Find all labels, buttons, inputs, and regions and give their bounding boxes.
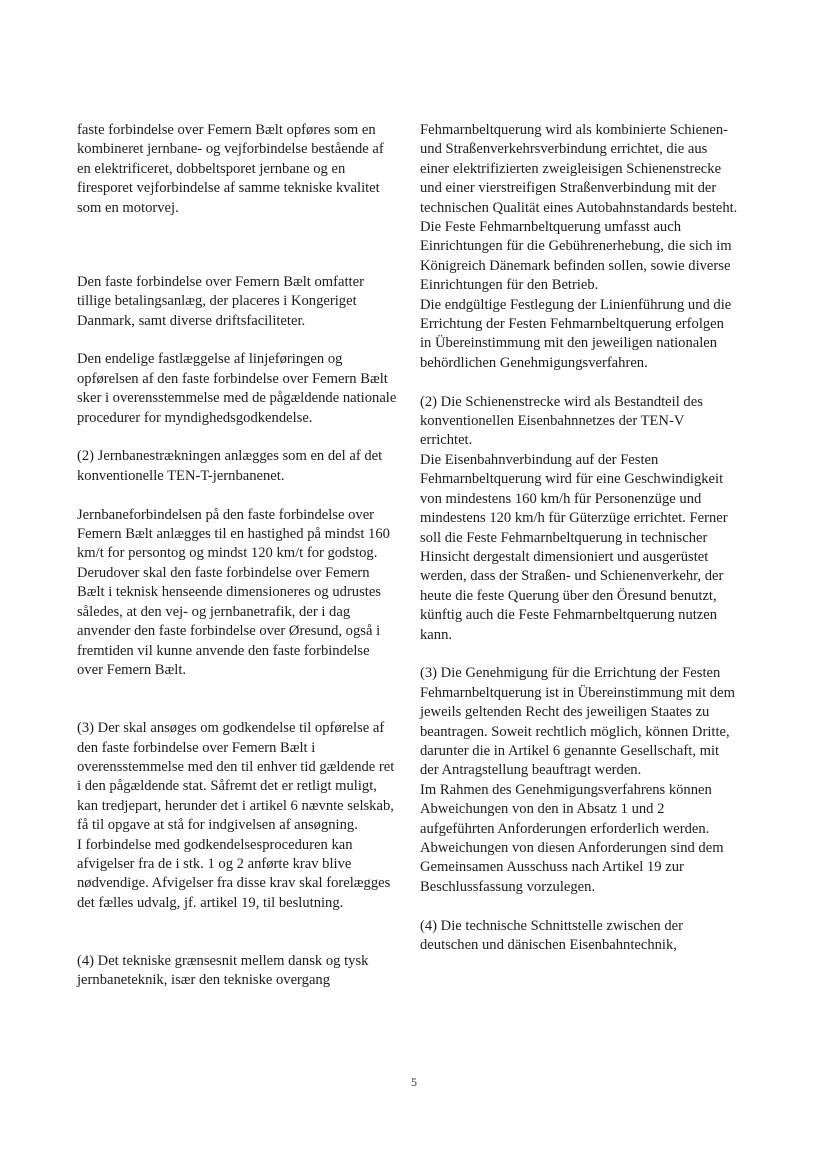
da-paragraph-2: Den faste forbindelse over Femern Bælt omfatter tillige betalingsanlæg, der placeres i Kongeriget Danmark, samt diverse driftsfaciliteter.: [77, 273, 364, 329]
da-paragraph-3: Den endelige fastlæggelse af linjeføringen og opførelsen af den faste forbindelse over Femern Bælt sker i overensstemmelse med de pågældende nationale procedurer for myndighedsgodkendelse.: [77, 351, 397, 426]
da-paragraph-5: Jernbaneforbindelsen på den faste forbindelse over Femern Bælt anlægges til en hastighed på mindst 160 km/t for persontog og mindst 120 km/t for godstog. Derudover skal den faste forbindelse over Femern Bælt i teknisk henseende dimensioneres og udrustes således, at den vej- og jernbanetrafik, der i dag anvender den faste forbindelse over Øresund, også i fremtiden vil kunne anvende den faste forbindelse over Femern Bælt.: [77, 506, 390, 678]
page-number: 5: [411, 1075, 417, 1089]
de-paragraph-2: Die Feste Fehmarnbeltquerung umfasst auch Einrichtungen für die Gebührenerhebung, die sich im Königreich Dänemark befinden sollen, sowie diverse Einrichtungen für den Betrieb.: [420, 219, 732, 294]
de-paragraph-5: Die Eisenbahnverbindung auf der Festen Fehmarnbeltquerung wird für eine Geschwindigkeit von mindestens 160 km/h für Personenzüge und mindestens 120 km/h für Güterzüge errichtet. Ferner soll die Feste Fehmarnbeltquerung in technischer Hinsicht dergestalt dimensioniert und ausgerüstet werden, dass der Straßen- und Schienenverkehr, der heute die feste Querung über den Öresund benutzt, künftig auch die Feste Fehmarnbeltquerung nutzen kann.: [420, 451, 728, 643]
de-paragraph-4: (2) Die Schienenstrecke wird als Bestandteil des konventionellen Eisenbahnnetzes der TEN-V errichtet.: [420, 393, 703, 449]
da-paragraph-6: (3) Der skal ansøges om godkendelse til opførelse af den faste forbindelse over Femern Bælt i overensstemmelse med den til enhver tid gældende ret i den pågældende stat. Såfremt det er retligt muligt, kan tredjepart, herunder det i artikel 6 nævnte selskab, få til opgave at stå for indgivelsen af ansøgning.: [77, 720, 395, 834]
de-paragraph-1: Fehmarnbeltquerung wird als kombinierte Schienen- und Straßenverkehrsverbindung errichtet, die aus einer elektrifizierten zweigleisigen Schienenstrecke und einer vierstreifigen Straßenverbindung mit der technischen Qualität eines Autobahnstandards besteht.: [420, 122, 738, 216]
da-paragraph-7: I forbindelse med godkendelsesproceduren kan afvigelser fra de i stk. 1 og 2 anførte krav blive nødvendige. Afvigelser fra disse krav skal forelægges det fælles udvalg, jf. artikel 19, til beslutning.: [77, 836, 391, 911]
de-paragraph-7: Im Rahmen des Genehmigungsverfahrens können Abweichungen von den in Absatz 1 und 2 aufgeführten Anforderungen erforderlich werden. Abweichungen von diesen Anforderungen sind dem Gemeinsamen Ausschuss nach Artikel 19 zur Beschlussfassung vorzulegen.: [420, 781, 724, 895]
de-paragraph-6: (3) Die Genehmigung für die Errichtung der Festen Fehmarnbeltquerung ist in Übereinstimmung mit dem jeweils geltenden Recht des jeweiligen Staates zu beantragen. Soweit rechtlich möglich, können Dritte, darunter die in Artikel 6 genannte Gesellschaft, mit der Antragstellung beauftragt werden.: [420, 665, 735, 779]
de-paragraph-3: Die endgültige Festlegung der Linienführung und die Errichtung der Festen Fehmarnbeltquerung erfolgen in Übereinstimmung mit den jeweiligen nationalen behördlichen Genehmigungsverfahren.: [420, 296, 732, 371]
da-paragraph-8: (4) Det tekniske grænsesnit mellem dansk og tysk jernbaneteknik, især den tekniske overgang: [77, 952, 369, 989]
da-paragraph-1: faste forbindelse over Femern Bælt opføres som en kombineret jernbane- og vejforbindelse bestående af en elektrificeret, dobbeltsporet jernbane og en firesporet vejforbindelse af samme tekniske kvalitet som en motorvej.: [77, 122, 384, 216]
de-paragraph-8: (4) Die technische Schnittstelle zwischen der deutschen und dänischen Eisenbahntechnik,: [420, 917, 684, 954]
danish-column: [77, 121, 399, 991]
da-paragraph-4: (2) Jernbanestrækningen anlægges som en del af det konventionelle TEN-T-jernbanenet.: [77, 448, 383, 484]
german-column: [420, 121, 738, 955]
